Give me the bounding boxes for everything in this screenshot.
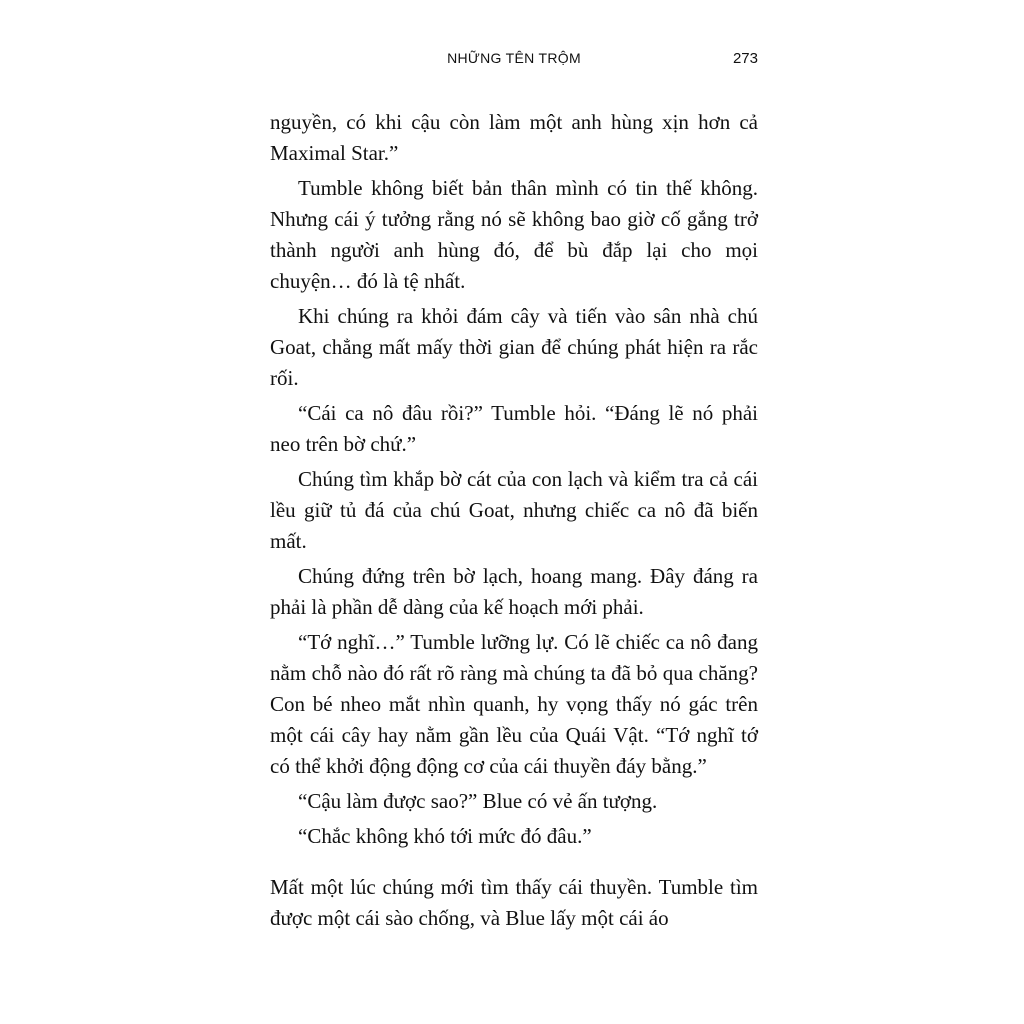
paragraph: Chúng đứng trên bờ lạch, hoang mang. Đây đáng ra phải là phần dễ dàng của kế hoạch mới phải. — [270, 564, 758, 619]
paragraph: Mất một lúc chúng mới tìm thấy cái thuyền. Tumble tìm được một cái sào chống, và Blue lấy một cái áo — [270, 875, 758, 930]
page-number: 273 — [732, 50, 758, 67]
section-text — [270, 872, 758, 938]
paragraph: “Cái ca nô đâu rồi?” Tumble hỏi. “Đáng lẽ nó phải neo trên bờ chứ.” — [270, 401, 758, 456]
paragraph: Chúng tìm khắp bờ cát của con lạch và kiểm tra cả cái lều giữ tủ đá của chú Goat, nhưng chiếc ca nô đã biến mất. — [270, 467, 758, 553]
paragraph: nguyền, có khi cậu còn làm một anh hùng xịn hơn cả Maximal Star.” — [270, 110, 758, 165]
body-text — [270, 107, 758, 856]
paragraph: “Cậu làm được sao?” Blue có vẻ ấn tượng. — [298, 789, 658, 813]
paragraph: “Chắc không khó tới mức đó đâu.” — [298, 824, 592, 848]
paragraph: “Tớ nghĩ…” Tumble lưỡng lự. Có lẽ chiếc ca nô đang nằm chỗ nào đó rất rõ ràng mà chúng ta đã bỏ qua chăng? Con bé nheo mắt nhìn quanh, hy vọng thấy nó gác trên một cái cây hay nằm gần lều của Quái Vật. “Tớ nghĩ tớ có thể khởi động động cơ của cái thuyền đáy bằng.” — [270, 630, 758, 778]
running-title: NHỮNG TÊN TRỘM — [447, 50, 581, 66]
paragraph: Khi chúng ra khỏi đám cây và tiến vào sân nhà chú Goat, chẳng mất mấy thời gian để chúng phát hiện ra rắc rối. — [270, 304, 758, 390]
running-header — [270, 48, 758, 72]
paragraph: Tumble không biết bản thân mình có tin thế không. Nhưng cái ý tưởng rằng nó sẽ không bao giờ cố gắng trở thành người anh hùng đó, để bù đắp lại cho mọi chuyện… đó là tệ nhất. — [270, 176, 758, 293]
